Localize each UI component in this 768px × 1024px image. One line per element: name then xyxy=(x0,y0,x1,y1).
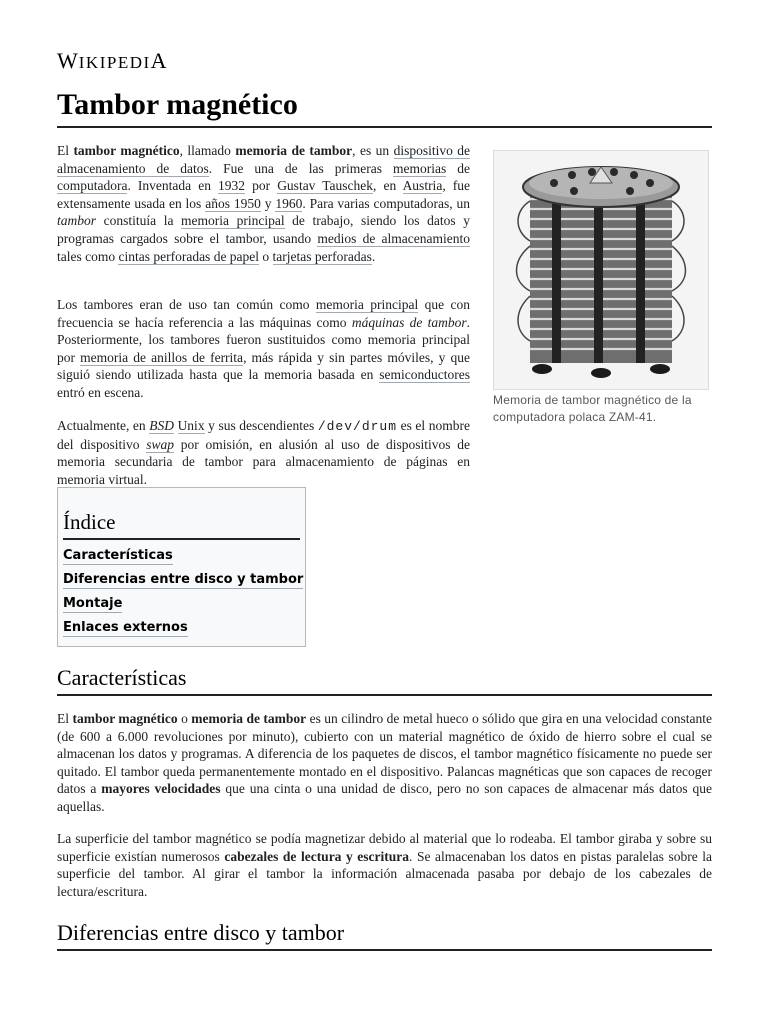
link-memoria-principal[interactable]: memoria principal xyxy=(181,213,285,229)
section-heading-diferencias: Diferencias entre disco y tambor xyxy=(57,920,712,951)
link-anillos-ferrita[interactable]: memoria de anillos de ferrita xyxy=(80,349,244,365)
characteristics-paragraph-2: La superficie del tambor magnético se podía magnetizar debido al material que lo rodeaba. El tambor giraba y sobre su superficie existían numerosos cabezales de lectura y escritura. Se almacenaban los datos en pistas paralelas sobre la superficie del tambor. Al girar el tambor la información almacenada pasaba por debajo de los cabezales de lectura/escritura. xyxy=(57,831,712,899)
section-heading-caracteristicas: Características xyxy=(57,665,712,696)
table-of-contents xyxy=(57,487,306,647)
link-tarjetas-perforadas[interactable]: tarjetas perforadas xyxy=(272,248,372,264)
code-dev-drum: /dev/drum xyxy=(317,419,398,434)
infobox-figure xyxy=(493,150,709,426)
drum-memory-image[interactable] xyxy=(493,150,709,390)
figure-caption: Memoria de tambor magnético de la computadora polaca ZAM-41. xyxy=(493,393,692,424)
page-title: Tambor magnético xyxy=(57,86,712,128)
link-unix[interactable]: Unix xyxy=(177,418,205,433)
link-cintas-perforadas[interactable]: cintas perforadas de papel xyxy=(118,248,260,264)
link-austria[interactable]: Austria xyxy=(402,178,443,194)
link-1932[interactable]: 1932 xyxy=(218,178,246,194)
link-computadora[interactable]: computadora xyxy=(57,178,128,194)
link-dispositivo[interactable]: dispositivo de almacenamiento de datos xyxy=(57,143,470,176)
bsd-paragraph-lines: Actualmente, en BSD Unix y sus descendientes /dev/drum es el nombre del dispositivo swap por omisión, en alusión al uso de dispositivos de memoria secundaria de tambor para almacenamiento de páginas en memoria virtual. xyxy=(57,418,470,487)
toc-item-diferencias[interactable]: Diferencias entre disco y tambor xyxy=(63,572,304,587)
characteristics-paragraph-1: El tambor magnético o memoria de tambor es un cilindro de metal hueco o sólido que gira en una velocidad constante (de 600 a 6.000 revoluciones por minuto), cubierto con un material magnético de óxido de hierro sobre el cual se almacenan los datos y programas. A diferencia de los paquetes de discos, el tambor magnético físicamente no puede ser quitado. El tambor queda permanentemente montado en el dispositivo. Palancas magnéticas que son capaces de recoger datos a mayores velocidades que una cinta o una unidad de disco, pero no son capaces de almacenar más datos que aquellas. xyxy=(57,711,713,814)
toc-title: Índice xyxy=(63,510,300,540)
link-memoria-principal-2[interactable]: memoria principal xyxy=(315,297,419,312)
drum-memory-illustration xyxy=(494,151,708,389)
link-swap[interactable]: swap xyxy=(146,436,175,452)
link-anos-1950[interactable]: años 1950 xyxy=(205,195,261,211)
link-1960[interactable]: 1960 xyxy=(275,195,303,211)
toc-item-enlaces[interactable]: Enlaces externos xyxy=(63,620,188,635)
link-memorias[interactable]: memorias xyxy=(392,160,447,176)
intro-paragraph: El tambor magnético, llamado memoria de tambor, es un dispositivo de almacenamiento de datos. Fue una de las primeras memorias de computadora. Inventada en 1932 por Gustav Tauschek, en Austria, fue extensamente usada en los años 1950 y 1960. Para varias computadoras, un tambor constituía la memoria principal de trabajo, siendo los datos y programas cargados sobre el tambor, usando medios de almacenamiento tales como cintas perforadas de papel o tarjetas perforadas. xyxy=(57,143,471,264)
usage-paragraph: Los tambores eran de uso tan común como memoria principal que con frecuencia se hacía referencia a las máquinas como máquinas de tambor. Posteriormente, los tambores fueron sustituidos como memoria principal por memoria de anillos de ferrita, más rápida y sin partes móviles, y que siguió siendo utilizada hasta que la memoria basada en semiconductores entró en escena. xyxy=(57,297,471,400)
link-semiconductores[interactable]: semiconductores xyxy=(379,367,470,383)
link-bsd[interactable]: BSD xyxy=(149,418,174,433)
link-gustav-tauschek[interactable]: Gustav Tauschek xyxy=(277,178,374,194)
link-medios-almacenamiento[interactable]: medios de almacenamiento xyxy=(317,230,470,246)
toc-item-caracteristicas[interactable]: Características xyxy=(63,548,173,563)
wikipedia-wordmark[interactable]: WIKIPEDIA xyxy=(57,48,168,73)
toc-item-montaje[interactable]: Montaje xyxy=(63,596,123,611)
